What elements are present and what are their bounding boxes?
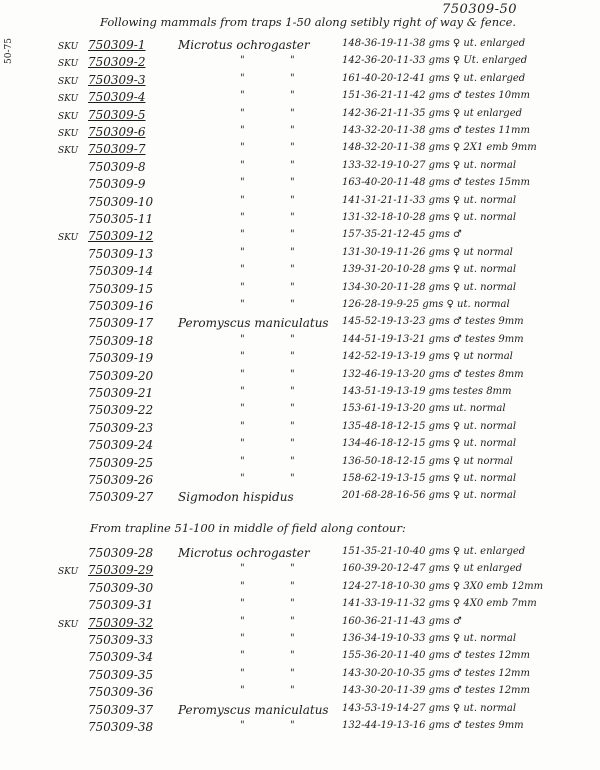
- specimen-id: 750309-3: [88, 72, 146, 87]
- list-item: [0, 490, 600, 510]
- specimen-id: 750309-4: [88, 90, 146, 105]
- ditto-mark: ": [290, 281, 295, 293]
- page-number: 750309-50: [442, 2, 518, 17]
- measurements: 151-36-21-11-42 gms ♂ testes 10mm: [342, 90, 531, 102]
- measurements: 148-36-19-11-38 gms ♀ ut. enlarged: [342, 38, 526, 49]
- specimen-id: 750309-38: [88, 720, 154, 734]
- sku-label: SKU: [58, 94, 79, 105]
- measurements: 143-53-19-14-27 gms ♀ ut. normal: [342, 702, 517, 714]
- sku-label: SKU: [58, 567, 79, 578]
- sku-label: SKU: [58, 146, 79, 157]
- specimen-id: 750309-6: [88, 125, 146, 139]
- ditto-mark: ": [290, 107, 295, 119]
- ditto-mark: ": [290, 90, 295, 102]
- margin-note: 50-75: [4, 38, 14, 64]
- ditto-mark: ": [240, 598, 245, 610]
- specimen-id: 750309-2: [88, 55, 146, 70]
- ditto-mark: ": [240, 473, 245, 484]
- measurements: 142-36-21-11-35 gms ♀ ut enlarged: [342, 107, 523, 119]
- ditto-mark: ": [290, 720, 295, 731]
- measurements: 134-30-20-11-28 gms ♀ ut. normal: [342, 281, 517, 293]
- specimen-id: 750309-28: [88, 546, 154, 560]
- ditto-mark: ": [290, 246, 295, 258]
- ditto-mark: ": [240, 281, 245, 293]
- ditto-mark: ": [290, 420, 295, 432]
- measurements: 153-61-19-13-20 gms ut. normal: [342, 403, 506, 415]
- specimen-id: 750309-12: [88, 229, 154, 244]
- measurements: 148-32-20-11-38 gms ♀ 2X1 emb 9mm: [342, 142, 537, 154]
- ditto-mark: ": [290, 264, 295, 276]
- measurements: 142-52-19-13-19 gms ♀ ut normal: [342, 351, 513, 363]
- ditto-mark: ": [290, 403, 295, 415]
- ditto-mark: ": [290, 633, 295, 644]
- ditto-mark: ": [290, 473, 295, 484]
- measurements: 158-62-19-13-15 gms ♀ ut. normal: [342, 473, 517, 484]
- ditto-mark: ": [290, 685, 295, 697]
- measurements: 124-27-18-10-30 gms ♀ 3X0 emb 12mm: [342, 580, 544, 592]
- ditto-mark: ": [240, 107, 245, 119]
- measurements: 131-32-18-10-28 gms ♀ ut. normal: [342, 212, 517, 223]
- species-name: Microtus ochrogaster: [178, 38, 310, 52]
- sku-label: SKU: [58, 619, 79, 630]
- measurements: 133-32-19-10-27 gms ♀ ut. normal: [342, 159, 517, 171]
- ditto-mark: ": [240, 333, 245, 345]
- ditto-mark: ": [290, 351, 295, 363]
- specimen-id: 750309-36: [88, 685, 154, 700]
- measurements: 132-44-19-13-16 gms ♂ testes 9mm: [342, 720, 524, 731]
- list-item: [0, 720, 600, 740]
- ditto-mark: ": [290, 194, 295, 206]
- measurements: 126-28-19-9-25 gms ♀ ut. normal: [342, 299, 510, 310]
- species-name: Peromyscus maniculatus: [178, 316, 329, 331]
- measurements: 144-51-19-13-21 gms ♂ testes 9mm: [342, 333, 524, 345]
- measurements: 139-31-20-10-28 gms ♀ ut. normal: [342, 264, 517, 276]
- sku-label: SKU: [58, 233, 79, 244]
- ditto-mark: ": [240, 299, 245, 310]
- ditto-mark: ": [240, 563, 245, 575]
- ditto-mark: ": [240, 633, 245, 644]
- sku-label: SKU: [58, 42, 79, 52]
- measurements: 160-36-21-11-43 gms ♂: [342, 615, 462, 627]
- ditto-mark: ": [290, 212, 295, 223]
- ditto-mark: ": [290, 615, 295, 627]
- measurements: 136-34-19-10-33 gms ♀ ut. normal: [342, 633, 517, 644]
- species-name: Peromyscus maniculatus: [178, 702, 329, 717]
- ditto-mark: ": [290, 159, 295, 171]
- ditto-mark: ": [240, 368, 245, 380]
- ditto-mark: ": [290, 563, 295, 575]
- sku-label: SKU: [58, 129, 79, 139]
- measurements: 143-30-20-10-35 gms ♂ testes 12mm: [342, 667, 531, 679]
- specimen-id: 750309-21: [88, 386, 154, 400]
- ditto-mark: ": [240, 386, 245, 397]
- ditto-mark: ": [290, 72, 295, 84]
- sku-label: SKU: [58, 59, 79, 70]
- ditto-mark: ": [290, 368, 295, 380]
- measurements: 145-52-19-13-23 gms ♂ testes 9mm: [342, 316, 524, 328]
- specimen-id: 750309-27: [88, 490, 154, 505]
- species-name: Microtus ochrogaster: [178, 546, 310, 560]
- ditto-mark: ": [290, 386, 295, 397]
- specimen-id: 750309-26: [88, 473, 154, 487]
- ditto-mark: ": [240, 264, 245, 276]
- specimen-id: 750309-31: [88, 598, 154, 613]
- specimen-id: 750309-8: [88, 159, 146, 174]
- ditto-mark: ": [240, 650, 245, 662]
- measurements: 143-30-20-11-39 gms ♂ testes 12mm: [342, 685, 531, 697]
- specimen-id: 750309-34: [88, 650, 154, 665]
- measurements: 141-33-19-11-32 gms ♀ 4X0 emb 7mm: [342, 598, 537, 610]
- specimen-id: 750309-19: [88, 351, 154, 366]
- specimen-id: 750309-15: [88, 281, 154, 296]
- ditto-mark: ": [290, 142, 295, 154]
- specimen-id: 750305-11: [88, 212, 154, 226]
- ditto-mark: ": [290, 125, 295, 136]
- specimen-id: 750309-30: [88, 580, 154, 595]
- specimen-id: 750309-32: [88, 615, 154, 630]
- specimen-id: 750309-14: [88, 264, 154, 279]
- specimen-id: 750309-13: [88, 246, 154, 261]
- sku-label: SKU: [58, 76, 79, 87]
- measurements: 161-40-20-12-41 gms ♀ ut. enlarged: [342, 72, 526, 84]
- measurements: 143-51-19-13-19 gms testes 8mm: [342, 386, 512, 397]
- measurements: 201-68-28-16-56 gms ♀ ut. normal: [342, 490, 517, 502]
- measurements: 163-40-20-11-48 gms ♂ testes 15mm: [342, 177, 531, 189]
- ditto-mark: ": [240, 455, 245, 467]
- ditto-mark: ": [240, 420, 245, 432]
- measurements: 155-36-20-11-40 gms ♂ testes 12mm: [342, 650, 531, 662]
- ditto-mark: ": [240, 125, 245, 136]
- ditto-mark: ": [240, 438, 245, 450]
- specimen-id: 750309-22: [88, 403, 154, 418]
- measurements: 151-35-21-10-40 gms ♀ ut. enlarged: [342, 546, 526, 557]
- specimen-id: 750309-16: [88, 299, 154, 313]
- ditto-mark: ": [290, 333, 295, 345]
- ditto-mark: ": [240, 720, 245, 731]
- specimen-id: 750309-25: [88, 455, 154, 470]
- ditto-mark: ": [290, 598, 295, 610]
- sku-label: SKU: [58, 111, 79, 122]
- ditto-mark: ": [240, 351, 245, 363]
- ditto-mark: ": [290, 299, 295, 310]
- specimen-id: 750309-37: [88, 702, 154, 717]
- measurements: 136-50-18-12-15 gms ♀ ut normal: [342, 455, 513, 467]
- measurements: 131-30-19-11-26 gms ♀ ut normal: [342, 246, 513, 258]
- specimen-id: 750309-9: [88, 177, 146, 192]
- measurements: 132-46-19-13-20 gms ♂ testes 8mm: [342, 368, 524, 380]
- measurements: 160-39-20-12-47 gms ♀ ut enlarged: [342, 563, 523, 575]
- measurements: 143-32-20-11-38 gms ♂ testes 11mm: [342, 125, 531, 136]
- ditto-mark: ": [240, 667, 245, 679]
- ditto-mark: ": [290, 580, 295, 592]
- ditto-mark: ": [240, 55, 245, 67]
- specimen-id: 750309-35: [88, 667, 154, 682]
- ditto-mark: ": [240, 246, 245, 258]
- ditto-mark: ": [290, 455, 295, 467]
- section2-heading: From trapline 51-100 in middle of field along contour:: [90, 521, 406, 535]
- ditto-mark: ": [240, 194, 245, 206]
- ditto-mark: ": [290, 229, 295, 241]
- specimen-id: 750309-10: [88, 194, 154, 209]
- specimen-id: 750309-18: [88, 333, 154, 348]
- ditto-mark: ": [240, 159, 245, 171]
- specimen-id: 750309-20: [88, 368, 154, 383]
- specimen-id: 750309-23: [88, 420, 154, 435]
- ditto-mark: ": [290, 177, 295, 189]
- specimen-id: 750309-24: [88, 438, 154, 453]
- ditto-mark: ": [240, 142, 245, 154]
- specimen-id: 750309-33: [88, 633, 154, 647]
- ditto-mark: ": [240, 685, 245, 697]
- specimen-id: 750309-17: [88, 316, 154, 331]
- ditto-mark: ": [240, 403, 245, 415]
- species-name: Sigmodon hispidus: [178, 490, 294, 505]
- section1-heading: Following mammals from traps 1-50 along setibly right of way & fence.: [100, 15, 517, 29]
- specimen-id: 750309-1: [88, 38, 146, 52]
- specimen-id: 750309-29: [88, 563, 154, 578]
- specimen-id: 750309-7: [88, 142, 146, 157]
- ditto-mark: ": [240, 229, 245, 241]
- measurements: 135-48-18-12-15 gms ♀ ut. normal: [342, 420, 517, 432]
- measurements: 141-31-21-11-33 gms ♀ ut. normal: [342, 194, 517, 206]
- ditto-mark: ": [240, 212, 245, 223]
- measurements: 142-36-20-11-33 gms ♀ Ut. enlarged: [342, 55, 528, 67]
- ditto-mark: ": [240, 615, 245, 627]
- measurements: 157-35-21-12-45 gms ♂: [342, 229, 462, 241]
- ditto-mark: ": [240, 90, 245, 102]
- measurements: 134-46-18-12-15 gms ♀ ut. normal: [342, 438, 517, 450]
- ditto-mark: ": [240, 72, 245, 84]
- ditto-mark: ": [290, 438, 295, 450]
- ditto-mark: ": [290, 650, 295, 662]
- ditto-mark: ": [290, 667, 295, 679]
- specimen-id: 750309-5: [88, 107, 146, 122]
- ditto-mark: ": [240, 580, 245, 592]
- ditto-mark: ": [290, 55, 295, 67]
- ditto-mark: ": [240, 177, 245, 189]
